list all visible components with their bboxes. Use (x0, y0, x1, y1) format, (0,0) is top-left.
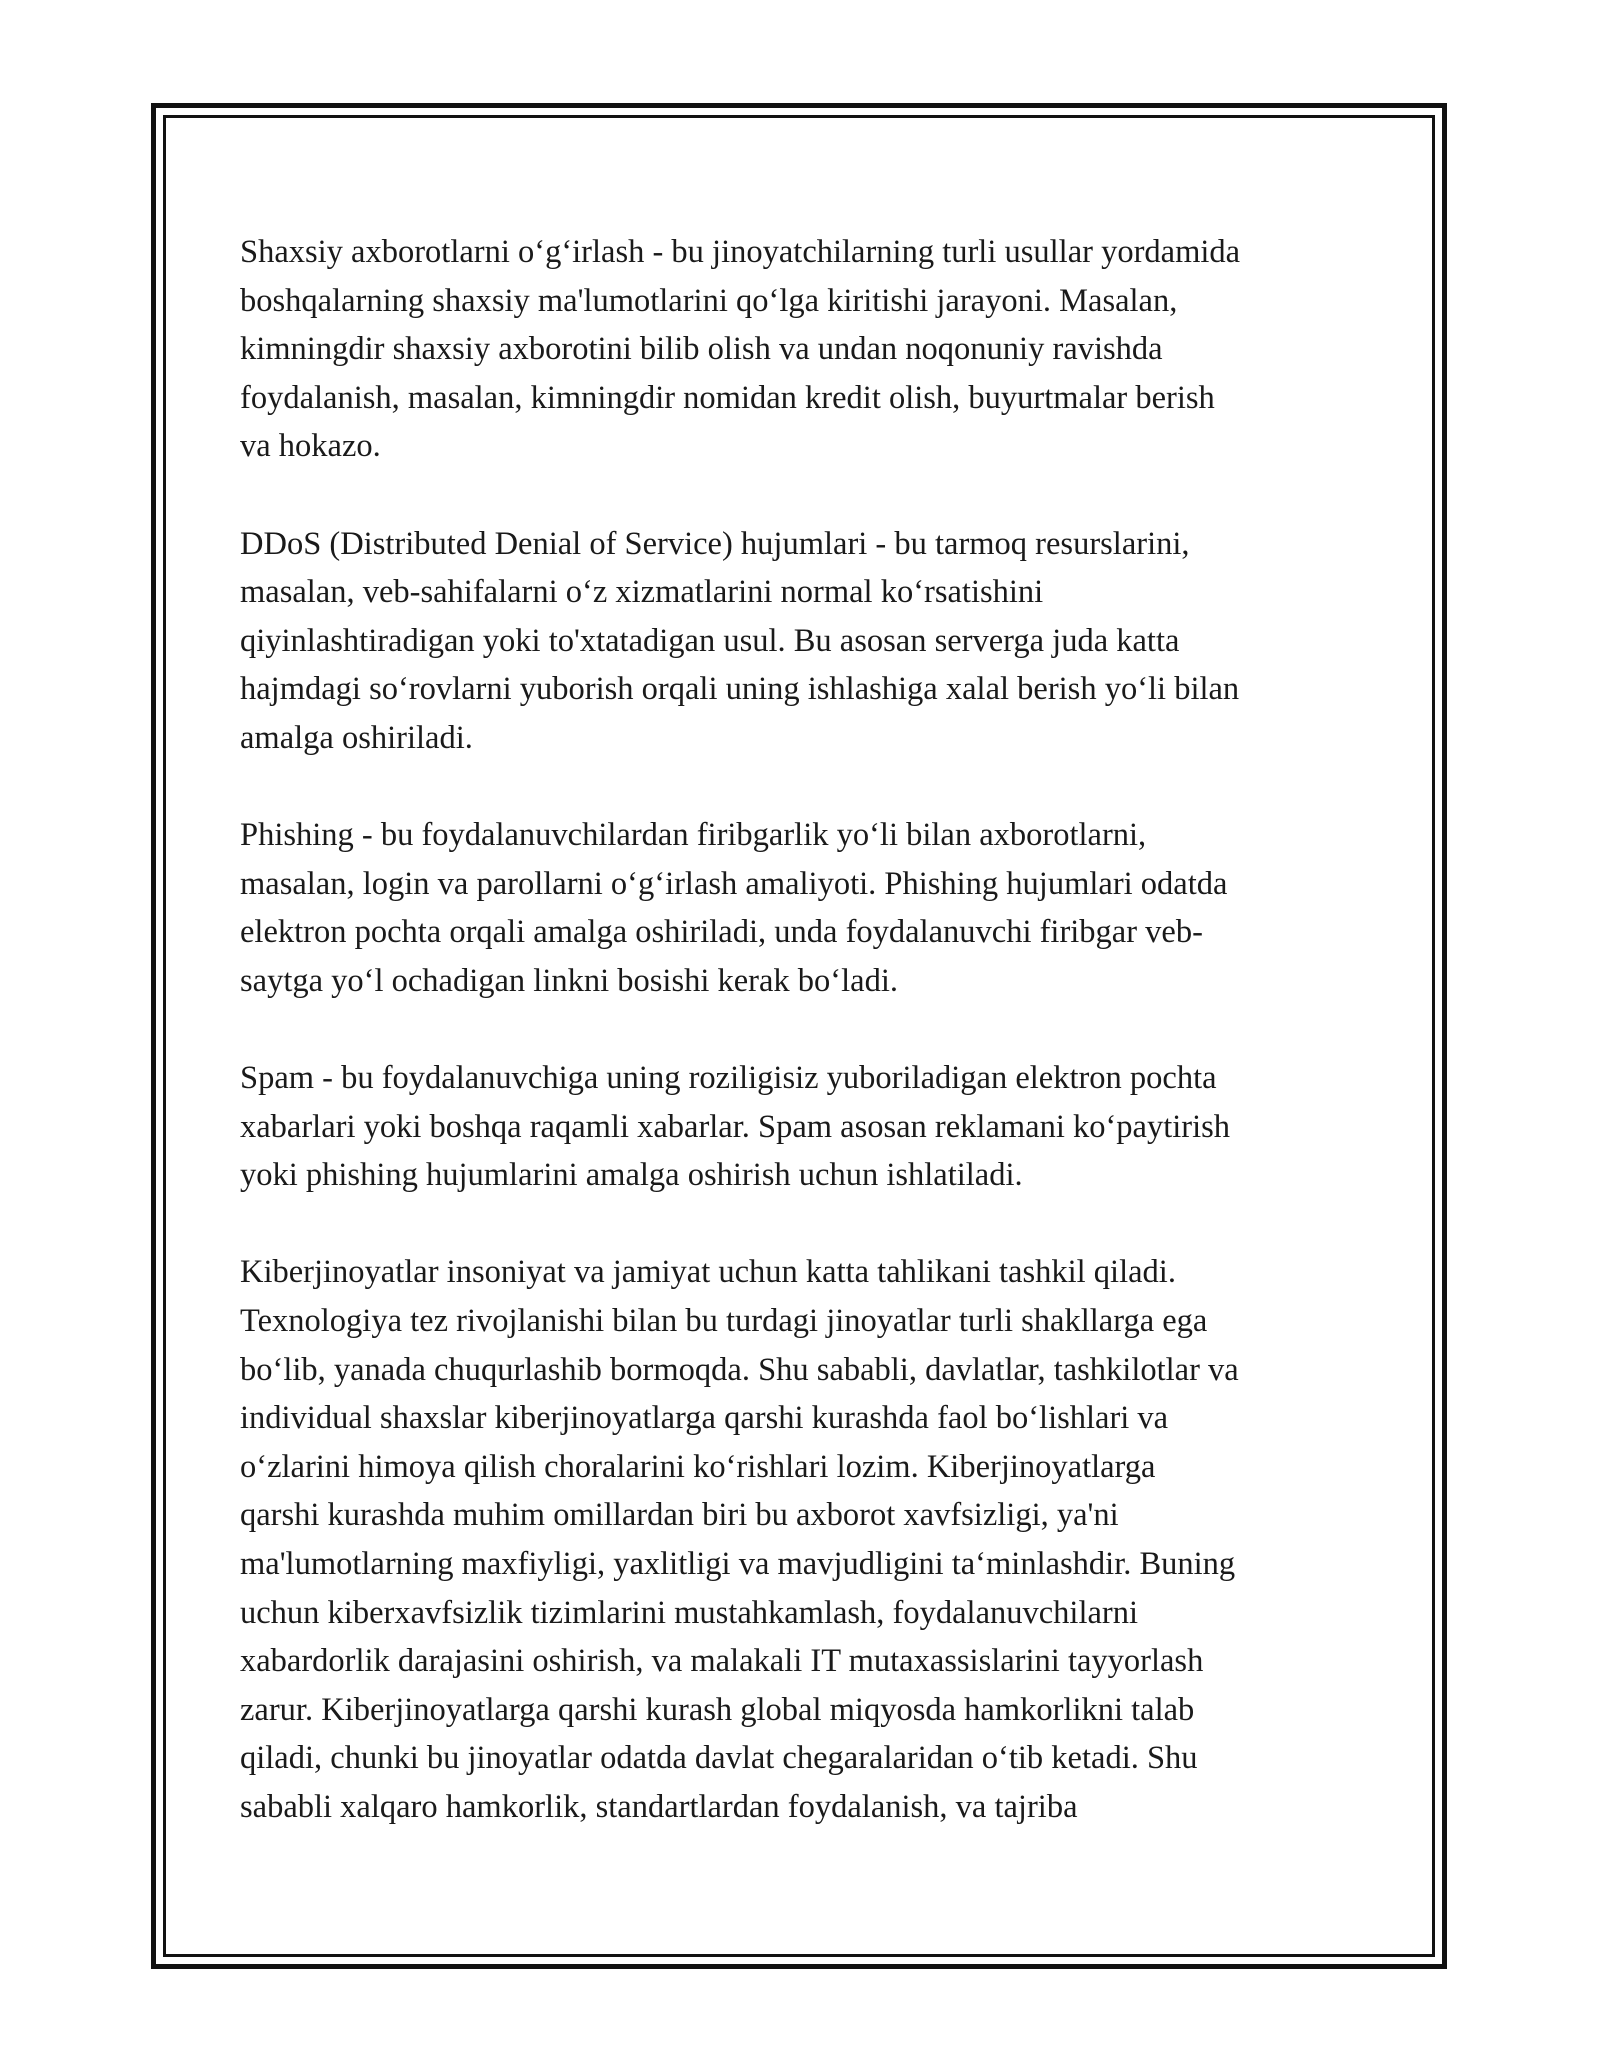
text-line: individual shaxslar kiberjinoyatlarga qarshi kurashda faol bo‘lishlari va (240, 1400, 1169, 1437)
text-line: foydalanish, masalan, kimningdir nomidan kredit olish, buyurtmalar berish (240, 379, 1215, 416)
text-line: amalga oshiriladi. (240, 719, 473, 756)
paragraph-cybercrime-summary (240, 1248, 1390, 1831)
text-line: va hokazo. (240, 428, 381, 465)
text-line: xabardorlik darajasini oshirish, va malakali IT mutaxassislarini tayyorlash (240, 1643, 1204, 1680)
text-line: elektron pochta orqali amalga oshiriladi, unda foydalanuvchi firibgar veb- (240, 914, 1203, 951)
text-line: uchun kiberxavfsizlik tizimlarini mustahkamlash, foydalanuvchilarni (240, 1594, 1139, 1631)
text-line: Kiberjinoyatlar insoniyat va jamiyat uchun katta tahlikani tashkil qiladi. (240, 1254, 1176, 1291)
text-line: qarshi kurashda muhim omillardan biri bu axborot xavfsizligi, ya'ni (240, 1497, 1119, 1534)
paragraph-spam (240, 1054, 1390, 1200)
text-line: zarur. Kiberjinoyatlarga qarshi kurash global miqyosda hamkorlikni talab (240, 1691, 1195, 1728)
text-line: saytga yo‘l ochadigan linkni bosishi kerak bo‘ladi. (240, 962, 898, 999)
text-line: Texnologiya tez rivojlanishi bilan bu turdagi jinoyatlar turli shakllarga ega (240, 1303, 1208, 1340)
text-line: ma'lumotlarning maxfiyligi, yaxlitligi va mavjudligini ta‘minlashdir. Buning (240, 1546, 1236, 1583)
text-line: bo‘lib, yanada chuqurlashib bormoqda. Shu sababli, davlatlar, tashkilotlar va (240, 1351, 1239, 1388)
text-line: masalan, veb-sahifalarni o‘z xizmatlarini normal ko‘rsatishini (240, 574, 1044, 611)
text-line: xabarlari yoki boshqa raqamli xabarlar. Spam asosan reklamani ko‘paytirish (240, 1108, 1231, 1145)
text-line: qiladi, chunki bu jinoyatlar odatda davlat chegaralaridan o‘tib ketadi. Shu (240, 1740, 1198, 1777)
text-line: masalan, login va parollarni o‘g‘irlash amaliyoti. Phishing hujumlari odatda (240, 865, 1228, 902)
text-line: DDoS (Distributed Denial of Service) hujumlari - bu tarmoq resurslarini, (240, 525, 1190, 562)
page-border-outer (151, 103, 1447, 1969)
text-line: qiyinlashtiradigan yoki to'xtatadigan usul. Bu asosan serverga juda katta (240, 622, 1180, 659)
paragraph-ddos (240, 520, 1390, 763)
text-line: hajmdagi so‘rovlarni yuborish orqali uning ishlashiga xalal berish yo‘li bilan (240, 671, 1240, 708)
text-line: Shaxsiy axborotlarni o‘g‘irlash - bu jinoyatchilarning turli usullar yordamida (240, 234, 1241, 270)
paragraph-phishing (240, 811, 1390, 1005)
text-line: sababli xalqaro hamkorlik, standartlardan foydalanish, va tajriba (240, 1789, 1078, 1825)
text-line: kimningdir shaxsiy axborotini bilib olish va undan noqonuniy ravishda (240, 331, 1163, 368)
paragraph-identity-theft (240, 228, 1390, 471)
text-line: yoki phishing hujumlarini amalga oshirish uchun ishlatiladi. (240, 1157, 1023, 1194)
text-line: Phishing - bu foydalanuvchilardan firibgarlik yo‘li bilan axborotlarni, (240, 817, 1147, 854)
text-line: o‘zlarini himoya qilish choralarini ko‘rishlari lozim. Kiberjinoyatlarga (240, 1448, 1156, 1485)
text-line: Spam - bu foydalanuvchiga uning roziligisiz yuboriladigan elektron pochta (240, 1060, 1217, 1097)
text-line: boshqalarning shaxsiy ma'lumotlarini qo‘lga kiritishi jarayoni. Masalan, (240, 282, 1178, 319)
document-body (240, 228, 1390, 1880)
